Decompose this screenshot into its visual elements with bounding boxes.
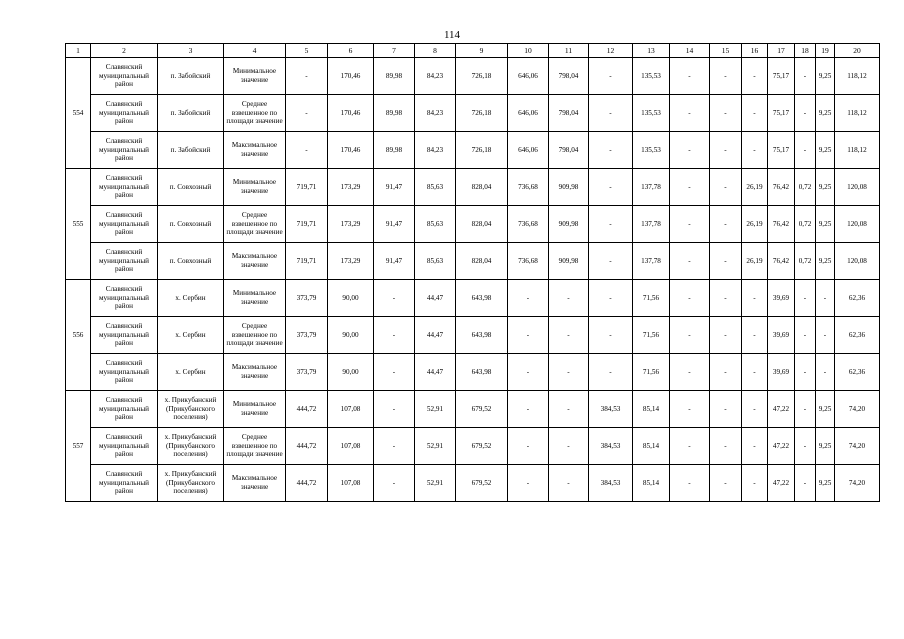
value-cell-col-8: 85,63 (415, 206, 456, 243)
value-cell-col-7: - (374, 465, 415, 502)
value-cell-col-8: 52,91 (415, 465, 456, 502)
value-cell-col-17: 75,17 (768, 95, 795, 132)
value-cell-col-18: 0,72 (795, 206, 816, 243)
row-group-number: 554 (66, 58, 91, 169)
value-cell-col-11: 909,98 (549, 169, 589, 206)
value-cell-col-17: 76,42 (768, 169, 795, 206)
value-cell-col-20: 74,20 (835, 465, 880, 502)
value-cell-col-20: 74,20 (835, 391, 880, 428)
column-header-16: 16 (742, 44, 768, 58)
value-cell-col-19: 9,25 (816, 243, 835, 280)
value-cell-col-7: - (374, 280, 415, 317)
value-cell-col-18: 0,72 (795, 243, 816, 280)
value-cell-col-15: - (710, 280, 742, 317)
value-cell-col-5: 719,71 (286, 169, 328, 206)
value-cell-col-6: 90,00 (328, 354, 374, 391)
value-cell-col-18: 0,72 (795, 169, 816, 206)
value-cell-col-5: 373,79 (286, 280, 328, 317)
value-cell-col-13: 85,14 (633, 428, 670, 465)
value-cell-col-12: - (589, 206, 633, 243)
value-type-cell: Среднее взвешенное по площади значение (224, 317, 286, 354)
settlement-cell: х. Сербин (158, 317, 224, 354)
value-cell-col-17: 47,22 (768, 465, 795, 502)
value-cell-col-5: 719,71 (286, 243, 328, 280)
value-cell-col-9: 643,98 (456, 280, 508, 317)
value-cell-col-12: - (589, 317, 633, 354)
table-row (66, 169, 880, 206)
value-cell-col-9: 643,98 (456, 317, 508, 354)
value-type-cell: Среднее взвешенное по площади значение (224, 428, 286, 465)
value-type-cell: Минимальное значение (224, 391, 286, 428)
settlement-cell: п. Забойский (158, 132, 224, 169)
table-row (66, 243, 880, 280)
value-cell-col-13: 71,56 (633, 354, 670, 391)
value-cell-col-10: 736,68 (508, 243, 549, 280)
value-cell-col-7: 89,98 (374, 132, 415, 169)
value-cell-col-13: 85,14 (633, 465, 670, 502)
value-type-cell: Максимальное значение (224, 354, 286, 391)
column-header-11: 11 (549, 44, 589, 58)
value-cell-col-10: 646,06 (508, 95, 549, 132)
value-cell-col-17: 39,69 (768, 317, 795, 354)
value-cell-col-11: 909,98 (549, 206, 589, 243)
value-cell-col-12: - (589, 58, 633, 95)
district-cell: Славянский муниципальный район (91, 317, 158, 354)
value-cell-col-16: - (742, 132, 768, 169)
district-cell: Славянский муниципальный район (91, 132, 158, 169)
value-cell-col-5: 444,72 (286, 428, 328, 465)
table-row (66, 391, 880, 428)
column-header-8: 8 (415, 44, 456, 58)
column-header-12: 12 (589, 44, 633, 58)
value-type-cell: Минимальное значение (224, 58, 286, 95)
value-cell-col-17: 76,42 (768, 206, 795, 243)
value-cell-col-16: - (742, 58, 768, 95)
value-cell-col-15: - (710, 243, 742, 280)
value-cell-col-7: 91,47 (374, 206, 415, 243)
value-cell-col-10: - (508, 391, 549, 428)
value-cell-col-16: 26,19 (742, 206, 768, 243)
value-cell-col-20: 74,20 (835, 428, 880, 465)
value-cell-col-5: - (286, 132, 328, 169)
value-cell-col-17: 47,22 (768, 428, 795, 465)
value-cell-col-20: 118,12 (835, 132, 880, 169)
value-cell-col-13: 71,56 (633, 280, 670, 317)
value-cell-col-12: - (589, 243, 633, 280)
value-cell-col-5: 444,72 (286, 465, 328, 502)
column-header-13: 13 (633, 44, 670, 58)
value-cell-col-8: 44,47 (415, 280, 456, 317)
value-cell-col-9: 726,18 (456, 132, 508, 169)
value-cell-col-18: - (795, 58, 816, 95)
value-cell-col-16: - (742, 428, 768, 465)
value-cell-col-7: - (374, 354, 415, 391)
value-type-cell: Максимальное значение (224, 465, 286, 502)
value-cell-col-6: 170,46 (328, 95, 374, 132)
value-cell-col-14: - (670, 317, 710, 354)
value-cell-col-19: 9,25 (816, 132, 835, 169)
value-cell-col-16: - (742, 465, 768, 502)
value-cell-col-16: - (742, 95, 768, 132)
value-cell-col-5: - (286, 95, 328, 132)
table-row (66, 206, 880, 243)
district-cell: Славянский муниципальный район (91, 391, 158, 428)
value-cell-col-7: 89,98 (374, 58, 415, 95)
column-header-17: 17 (768, 44, 795, 58)
value-type-cell: Среднее взвешенное по площади значение (224, 95, 286, 132)
value-type-cell: Максимальное значение (224, 132, 286, 169)
value-cell-col-16: - (742, 280, 768, 317)
value-cell-col-20: 118,12 (835, 58, 880, 95)
value-cell-col-10: - (508, 428, 549, 465)
district-cell: Славянский муниципальный район (91, 280, 158, 317)
value-cell-col-14: - (670, 243, 710, 280)
settlement-cell: х. Прикубанский (Прикубанского поселения) (158, 465, 224, 502)
district-cell: Славянский муниципальный район (91, 243, 158, 280)
value-cell-col-20: 120,08 (835, 243, 880, 280)
district-cell: Славянский муниципальный район (91, 428, 158, 465)
value-cell-col-7: 91,47 (374, 243, 415, 280)
value-cell-col-15: - (710, 206, 742, 243)
value-cell-col-5: 373,79 (286, 317, 328, 354)
row-group-number: 557 (66, 391, 91, 502)
value-cell-col-16: - (742, 391, 768, 428)
column-header-1: 1 (66, 44, 91, 58)
value-cell-col-20: 118,12 (835, 95, 880, 132)
value-cell-col-8: 84,23 (415, 58, 456, 95)
value-cell-col-19: 9,25 (816, 465, 835, 502)
column-number-header-row (66, 44, 880, 58)
value-cell-col-12: 384,53 (589, 465, 633, 502)
value-cell-col-13: 137,78 (633, 169, 670, 206)
value-cell-col-16: - (742, 317, 768, 354)
value-cell-col-14: - (670, 280, 710, 317)
value-cell-col-15: - (710, 58, 742, 95)
value-cell-col-6: 90,00 (328, 317, 374, 354)
value-cell-col-17: 39,69 (768, 354, 795, 391)
value-cell-col-13: 85,14 (633, 391, 670, 428)
cadastral-value-table (65, 43, 880, 502)
value-cell-col-6: 107,08 (328, 428, 374, 465)
value-cell-col-9: 679,52 (456, 465, 508, 502)
value-cell-col-14: - (670, 206, 710, 243)
table-row (66, 465, 880, 502)
value-cell-col-11: - (549, 317, 589, 354)
value-cell-col-18: - (795, 280, 816, 317)
value-cell-col-7: - (374, 391, 415, 428)
value-cell-col-17: 39,69 (768, 280, 795, 317)
value-cell-col-19: - (816, 280, 835, 317)
value-cell-col-18: - (795, 95, 816, 132)
value-cell-col-15: - (710, 428, 742, 465)
value-type-cell: Среднее взвешенное по площади значение (224, 206, 286, 243)
settlement-cell: п. Забойский (158, 58, 224, 95)
value-cell-col-20: 120,08 (835, 206, 880, 243)
value-cell-col-11: 798,04 (549, 95, 589, 132)
value-type-cell: Минимальное значение (224, 169, 286, 206)
value-cell-col-19: 9,25 (816, 95, 835, 132)
district-cell: Славянский муниципальный район (91, 354, 158, 391)
value-cell-col-13: 135,53 (633, 95, 670, 132)
value-cell-col-9: 726,18 (456, 95, 508, 132)
value-cell-col-13: 135,53 (633, 58, 670, 95)
column-header-20: 20 (835, 44, 880, 58)
column-header-7: 7 (374, 44, 415, 58)
value-cell-col-7: 89,98 (374, 95, 415, 132)
row-group-number: 556 (66, 280, 91, 391)
value-cell-col-7: - (374, 428, 415, 465)
value-cell-col-11: - (549, 465, 589, 502)
value-cell-col-17: 76,42 (768, 243, 795, 280)
value-cell-col-10: - (508, 465, 549, 502)
value-cell-col-20: 62,36 (835, 354, 880, 391)
value-cell-col-11: - (549, 354, 589, 391)
value-cell-col-10: - (508, 354, 549, 391)
value-cell-col-8: 52,91 (415, 391, 456, 428)
value-cell-col-12: - (589, 280, 633, 317)
value-type-cell: Минимальное значение (224, 280, 286, 317)
value-cell-col-19: 9,25 (816, 58, 835, 95)
settlement-cell: х. Прикубанский (Прикубанского поселения) (158, 391, 224, 428)
value-cell-col-15: - (710, 317, 742, 354)
value-cell-col-10: 736,68 (508, 206, 549, 243)
value-cell-col-10: 736,68 (508, 169, 549, 206)
column-header-6: 6 (328, 44, 374, 58)
value-cell-col-17: 75,17 (768, 132, 795, 169)
value-cell-col-16: 26,19 (742, 243, 768, 280)
value-cell-col-18: - (795, 354, 816, 391)
value-cell-col-11: - (549, 280, 589, 317)
value-cell-col-19: 9,25 (816, 428, 835, 465)
value-cell-col-8: 44,47 (415, 317, 456, 354)
value-cell-col-9: 828,04 (456, 206, 508, 243)
value-cell-col-20: 62,36 (835, 317, 880, 354)
settlement-cell: п. Совхозный (158, 206, 224, 243)
value-cell-col-13: 71,56 (633, 317, 670, 354)
value-cell-col-14: - (670, 465, 710, 502)
value-cell-col-9: 679,52 (456, 391, 508, 428)
value-cell-col-17: 75,17 (768, 58, 795, 95)
value-cell-col-15: - (710, 169, 742, 206)
value-cell-col-9: 828,04 (456, 243, 508, 280)
value-cell-col-8: 84,23 (415, 132, 456, 169)
value-cell-col-8: 44,47 (415, 354, 456, 391)
value-cell-col-16: 26,19 (742, 169, 768, 206)
value-cell-col-6: 90,00 (328, 280, 374, 317)
value-cell-col-10: - (508, 280, 549, 317)
value-cell-col-11: - (549, 391, 589, 428)
district-cell: Славянский муниципальный район (91, 169, 158, 206)
column-header-9: 9 (456, 44, 508, 58)
value-cell-col-15: - (710, 391, 742, 428)
value-cell-col-8: 85,63 (415, 243, 456, 280)
value-cell-col-6: 170,46 (328, 132, 374, 169)
value-cell-col-17: 47,22 (768, 391, 795, 428)
value-cell-col-16: - (742, 354, 768, 391)
column-header-4: 4 (224, 44, 286, 58)
value-cell-col-6: 107,08 (328, 465, 374, 502)
value-cell-col-18: - (795, 132, 816, 169)
value-cell-col-13: 135,53 (633, 132, 670, 169)
value-cell-col-14: - (670, 132, 710, 169)
value-cell-col-15: - (710, 132, 742, 169)
value-cell-col-11: 798,04 (549, 132, 589, 169)
district-cell: Славянский муниципальный район (91, 58, 158, 95)
value-cell-col-5: - (286, 58, 328, 95)
column-header-14: 14 (670, 44, 710, 58)
value-cell-col-10: 646,06 (508, 132, 549, 169)
value-type-cell: Максимальное значение (224, 243, 286, 280)
value-cell-col-6: 173,29 (328, 169, 374, 206)
value-cell-col-15: - (710, 95, 742, 132)
value-cell-col-18: - (795, 428, 816, 465)
value-cell-col-8: 52,91 (415, 428, 456, 465)
value-cell-col-14: - (670, 354, 710, 391)
value-cell-col-14: - (670, 391, 710, 428)
value-cell-col-10: - (508, 317, 549, 354)
value-cell-col-11: 798,04 (549, 58, 589, 95)
row-group-number: 555 (66, 169, 91, 280)
value-cell-col-18: - (795, 317, 816, 354)
value-cell-col-7: - (374, 317, 415, 354)
value-cell-col-15: - (710, 465, 742, 502)
value-cell-col-10: 646,06 (508, 58, 549, 95)
value-cell-col-11: 909,98 (549, 243, 589, 280)
table-row (66, 428, 880, 465)
value-cell-col-5: 719,71 (286, 206, 328, 243)
value-cell-col-12: 384,53 (589, 428, 633, 465)
value-cell-col-12: - (589, 95, 633, 132)
value-cell-col-19: 9,25 (816, 206, 835, 243)
value-cell-col-12: - (589, 132, 633, 169)
page-number: 114 (443, 29, 461, 41)
district-cell: Славянский муниципальный район (91, 465, 158, 502)
value-cell-col-15: - (710, 354, 742, 391)
value-cell-col-14: - (670, 428, 710, 465)
value-cell-col-6: 173,29 (328, 206, 374, 243)
value-cell-col-9: 643,98 (456, 354, 508, 391)
value-cell-col-18: - (795, 391, 816, 428)
value-cell-col-20: 120,08 (835, 169, 880, 206)
table-row (66, 95, 880, 132)
column-header-15: 15 (710, 44, 742, 58)
table-row (66, 354, 880, 391)
settlement-cell: п. Забойский (158, 95, 224, 132)
value-cell-col-6: 107,08 (328, 391, 374, 428)
settlement-cell: х. Сербин (158, 354, 224, 391)
value-cell-col-8: 84,23 (415, 95, 456, 132)
value-cell-col-20: 62,36 (835, 280, 880, 317)
value-cell-col-19: - (816, 354, 835, 391)
column-header-19: 19 (816, 44, 835, 58)
value-cell-col-5: 373,79 (286, 354, 328, 391)
settlement-cell: х. Прикубанский (Прикубанского поселения) (158, 428, 224, 465)
column-header-3: 3 (158, 44, 224, 58)
value-cell-col-6: 170,46 (328, 58, 374, 95)
value-cell-col-12: 384,53 (589, 391, 633, 428)
settlement-cell: х. Сербин (158, 280, 224, 317)
settlement-cell: п. Совхозный (158, 169, 224, 206)
value-cell-col-9: 726,18 (456, 58, 508, 95)
column-header-2: 2 (91, 44, 158, 58)
value-cell-col-19: 9,25 (816, 169, 835, 206)
district-cell: Славянский муниципальный район (91, 95, 158, 132)
value-cell-col-12: - (589, 169, 633, 206)
column-header-5: 5 (286, 44, 328, 58)
value-cell-col-18: - (795, 465, 816, 502)
value-cell-col-11: - (549, 428, 589, 465)
value-cell-col-19: - (816, 317, 835, 354)
value-cell-col-7: 91,47 (374, 169, 415, 206)
value-cell-col-14: - (670, 58, 710, 95)
table-row (66, 132, 880, 169)
district-cell: Славянский муниципальный район (91, 206, 158, 243)
value-cell-col-5: 444,72 (286, 391, 328, 428)
column-header-18: 18 (795, 44, 816, 58)
value-cell-col-13: 137,78 (633, 243, 670, 280)
value-cell-col-12: - (589, 354, 633, 391)
value-cell-col-19: 9,25 (816, 391, 835, 428)
table-row (66, 58, 880, 95)
value-cell-col-14: - (670, 95, 710, 132)
value-cell-col-9: 828,04 (456, 169, 508, 206)
settlement-cell: п. Совхозный (158, 243, 224, 280)
value-cell-col-8: 85,63 (415, 169, 456, 206)
table-row (66, 280, 880, 317)
value-cell-col-6: 173,29 (328, 243, 374, 280)
value-cell-col-9: 679,52 (456, 428, 508, 465)
column-header-10: 10 (508, 44, 549, 58)
value-cell-col-14: - (670, 169, 710, 206)
table-row (66, 317, 880, 354)
value-cell-col-13: 137,78 (633, 206, 670, 243)
